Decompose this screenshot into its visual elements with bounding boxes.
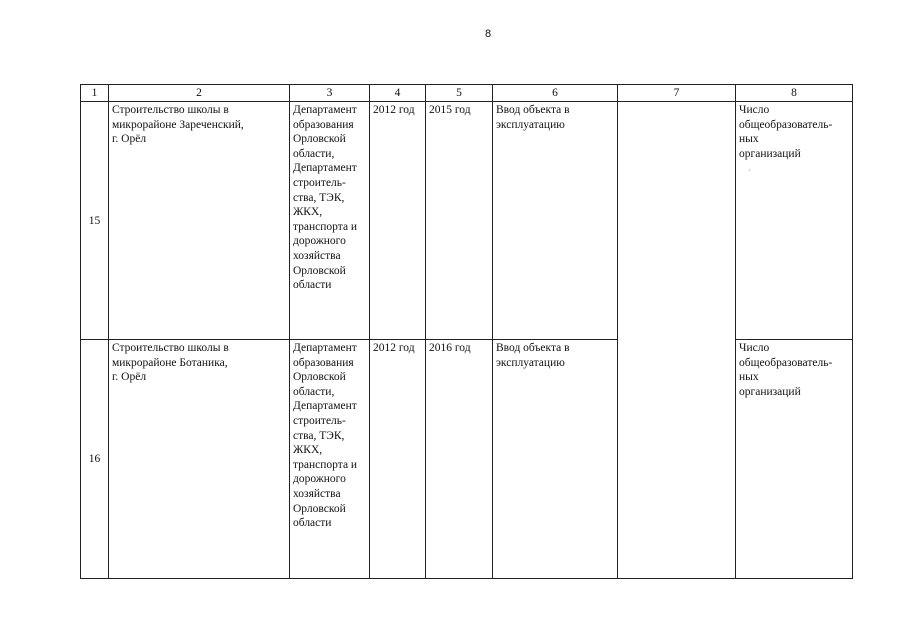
executor-cell: Департамент образования Орловской области, Департамент строитель- ства, ТЭК, ЖКХ, транспорта и дорожного хозяйства Орловской области — [290, 102, 370, 340]
header-cell-8: 8 — [736, 85, 853, 102]
end-year-cell: 2015 год — [426, 102, 493, 340]
header-row — [81, 85, 853, 102]
table-row — [81, 340, 853, 579]
header-cell-2: 2 — [109, 85, 290, 102]
column-7-cell — [618, 102, 736, 579]
start-year-cell: 2012 год — [370, 102, 426, 340]
executor-cell: Департамент образования Орловской области, Департамент строитель- ства, ТЭК, ЖКХ, транспорта и дорожного хозяйства Орловской области — [290, 340, 370, 579]
page-number: 8 — [484, 28, 492, 40]
program-table — [80, 84, 853, 579]
result-cell: Ввод объекта в эксплуатацию — [493, 102, 618, 340]
header-cell-6: 6 — [493, 85, 618, 102]
indicator-cell: Число общеобразователь- ных организаций — [736, 102, 853, 340]
header-cell-5: 5 — [426, 85, 493, 102]
row-number-cell: 16 — [81, 340, 109, 579]
row-number-cell: 15 — [81, 102, 109, 340]
header-cell-3: 3 — [290, 85, 370, 102]
header-cell-7: 7 — [618, 85, 736, 102]
header-cell-4: 4 — [370, 85, 426, 102]
header-cell-1: 1 — [81, 85, 109, 102]
end-year-cell: 2016 год — [426, 340, 493, 579]
start-year-cell: 2012 год — [370, 340, 426, 579]
table-row — [81, 102, 853, 340]
object-name-cell: Строительство школы в микрорайоне Зареченский, г. Орёл — [109, 102, 290, 340]
scan-artifact: ˋ — [748, 168, 751, 178]
object-name-cell: Строительство школы в микрорайоне Ботаника, г. Орёл — [109, 340, 290, 579]
indicator-cell: Число общеобразователь- ных организаций — [736, 340, 853, 579]
result-cell: Ввод объекта в эксплуатацию — [493, 340, 618, 579]
